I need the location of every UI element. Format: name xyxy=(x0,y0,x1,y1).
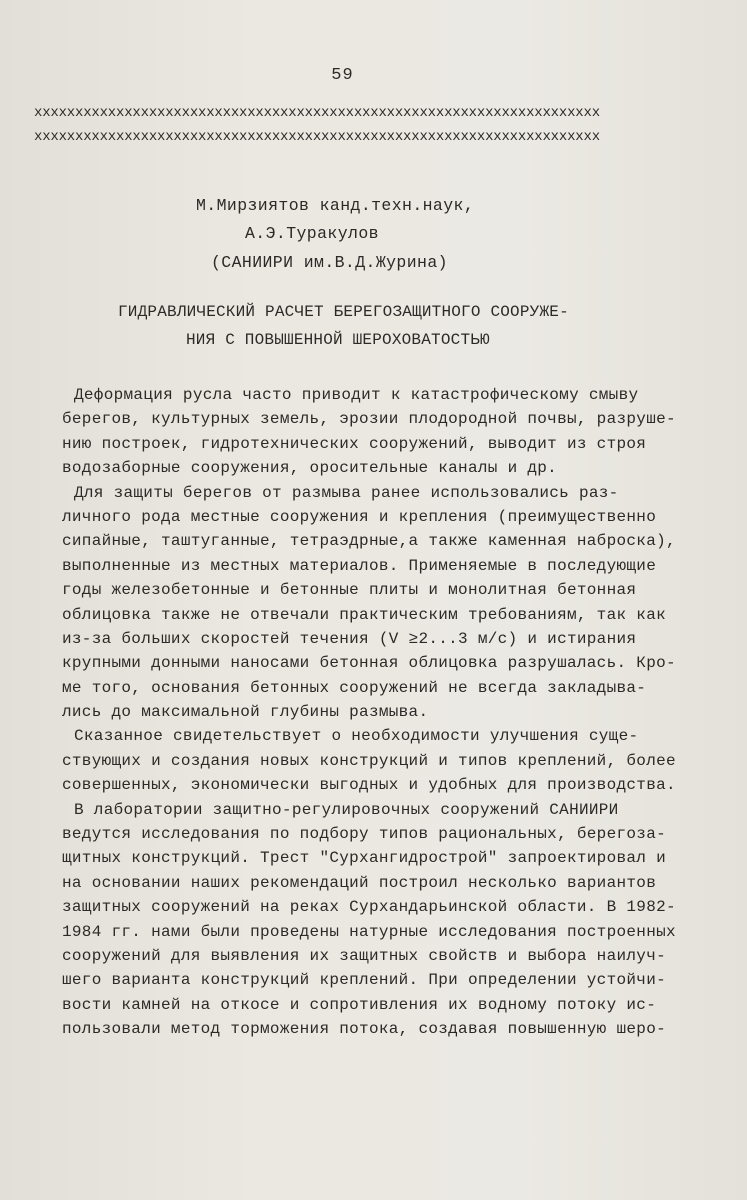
body-line: годы железобетонные и бетонные плиты и монолитная бетонная xyxy=(62,581,637,600)
separator-line-top: xxxxxxxxxxxxxxxxxxxxxxxxxxxxxxxxxxxxxxxxxxxxxxxxxxxxxxxxxxxxxxxxxxxxx xyxy=(34,105,600,121)
body-line: облицовка также не отвечали практическим требованиям, так как xyxy=(62,605,666,624)
author-affiliation: (САНИИРИ им.В.Д.Журина) xyxy=(211,253,448,272)
body-line: водозаборные сооружения, оросительные каналы и др. xyxy=(62,459,558,478)
body-line: сипайные, таштуганные, тетраэдрные,а также каменная наброска), xyxy=(62,532,676,551)
body-line: личного рода местные сооружения и крепления (преимущественно xyxy=(62,507,657,526)
body-line: вости камней на откосе и сопротивления их водному потоку ис- xyxy=(62,995,657,1014)
page-number: 59 xyxy=(331,66,354,85)
body-line: на основании наших рекомендаций построил несколько вариантов xyxy=(62,873,657,892)
body-line: сооружений для выявления их защитных свойств и выбора наилуч- xyxy=(62,946,666,965)
body-line: ведутся исследования по подбору типов рациональных, берегоза- xyxy=(62,825,666,844)
body-line: из-за больших скоростей течения (V ≥2...3 м/с) и истирания xyxy=(62,629,637,648)
body-line: крупными донными наносами бетонная облицовка разрушалась. Кро- xyxy=(62,654,676,673)
body-line: выполненные из местных материалов. Применяемые в последующие xyxy=(62,556,657,575)
body-line: шего варианта конструкций креплений. При определении устойчи- xyxy=(62,971,666,990)
body-line: пользовали метод торможения потока, создавая повышенную шеро- xyxy=(62,1020,666,1039)
article-title-line-2: НИЯ С ПОВЫШЕННОЙ ШЕРОХОВАТОСТЬЮ xyxy=(186,331,490,349)
body-line: нию построек, гидротехнических сооружений, выводит из строя xyxy=(62,434,647,453)
body-line: Деформация русла часто приводит к катастрофическому смыву xyxy=(74,386,639,404)
article-title-line-1: ГИДРАВЛИЧЕСКИЙ РАСЧЕТ БЕРЕГОЗАЩИТНОГО СООРУЖЕ- xyxy=(118,303,569,321)
body-line: лись до максимальной глубины размыва. xyxy=(62,703,429,722)
article-body xyxy=(62,383,676,1042)
body-line: Сказанное свидетельствует о необходимости улучшения суще- xyxy=(74,727,639,746)
body-line: В лаборатории защитно-регулировочных сооружений САНИИРИ xyxy=(74,800,619,819)
body-line: защитных сооружений на реках Сурхандарьинской области. В 1982- xyxy=(62,898,676,917)
body-line: 1984 гг. нами были проведены натурные исследования построенных xyxy=(62,922,676,941)
body-line: ствующих и создания новых конструкций и типов креплений, более xyxy=(62,751,676,770)
author-line-2: А.Э.Туракулов xyxy=(245,224,379,243)
body-line: берегов, культурных земель, эрозии плодородной почвы, разруше- xyxy=(62,410,676,429)
body-line: Для защиты берегов от размыва ранее использовались раз- xyxy=(74,483,619,502)
author-line-1: М.Мирзиятов канд.техн.наук, xyxy=(196,196,475,215)
body-line: щитных конструкций. Трест "Сурхангидрострой" запроектировал и xyxy=(62,849,666,868)
body-line: совершенных, экономически выгодных и удобных для производства. xyxy=(62,776,676,795)
body-line: ме того, основания бетонных сооружений не всегда закладыва- xyxy=(62,678,647,697)
separator-line-bottom: xxxxxxxxxxxxxxxxxxxxxxxxxxxxxxxxxxxxxxxxxxxxxxxxxxxxxxxxxxxxxxxxxxxxx xyxy=(34,129,600,145)
